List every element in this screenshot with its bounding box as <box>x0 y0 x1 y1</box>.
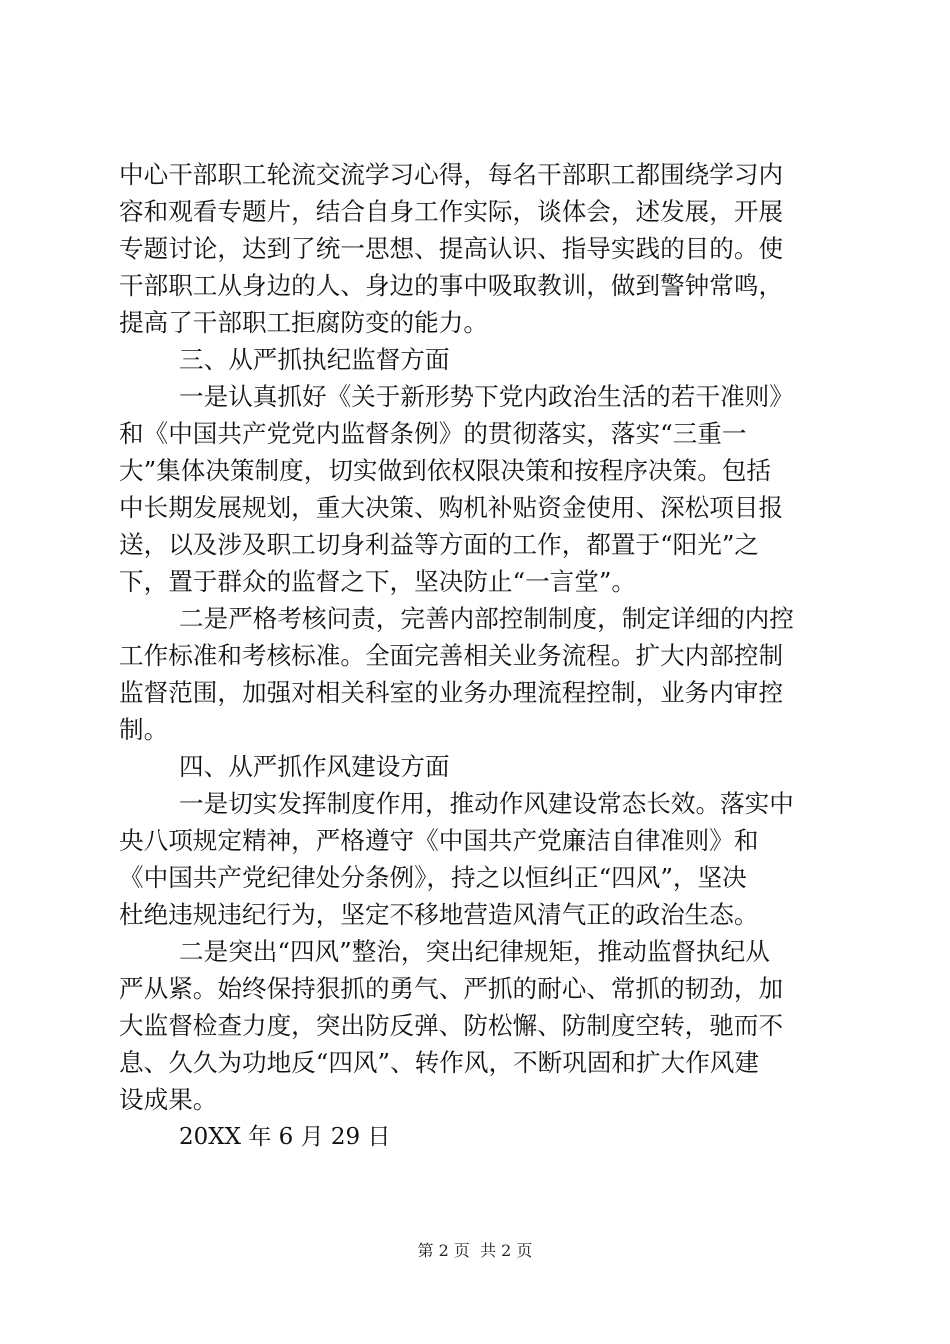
text-line: 息、久久为功地反“四风”、转作风，不断巩固和扩大作风建 <box>119 1048 759 1077</box>
text-line: 杜绝违规违纪行为，坚定不移地营造风清气正的政治生态。 <box>119 900 759 929</box>
text-line: 大”集体决策制度，切实做到依权限决策和按程序决策。包括 <box>119 456 772 485</box>
document-date: 20XX 年 6 月 29 日 <box>179 1124 391 1150</box>
text-line: 干部职工从身边的人、身边的事中吸取教训，做到警钟常鸣， <box>119 271 784 300</box>
section-heading: 四、从严抓作风建设方面 <box>179 752 450 781</box>
text-line: 中长期发展规划，重大决策、购机补贴资金使用、深松项目报 <box>119 493 784 522</box>
section-heading: 三、从严抓执纪监督方面 <box>179 345 450 374</box>
text-line: 容和观看专题片，结合自身工作实际，谈体会，述发展，开展 <box>119 197 784 226</box>
text-line: 送，以及涉及职工切身利益等方面的工作，都置于“阳光”之 <box>119 530 759 559</box>
text-line: 一是认真抓好《关于新形势下党内政治生活的若干准则》 <box>179 382 794 411</box>
text-line: 设成果。 <box>119 1085 218 1114</box>
text-line: 大监督检查力度，突出防反弹、防松懈、防制度空转，驰而不 <box>119 1011 784 1040</box>
text-line: 中心干部职工轮流交流学习心得，每名干部职工都围绕学习内 <box>119 160 784 189</box>
text-line: 下，置于群众的监督之下，坚决防止“一言堂”。 <box>119 567 637 596</box>
text-line: 央八项规定精神，严格遵守《中国共产党廉洁自律准则》和 <box>119 826 759 855</box>
text-line: 严从紧。始终保持狠抓的勇气、严抓的耐心、常抓的韧劲，加 <box>119 974 784 1003</box>
text-line: 《中国共产党纪律处分条例》，持之以恒纠正“四风”，坚决 <box>119 863 747 892</box>
text-line: 二是突出“四风”整治，突出纪律规矩，推动监督执纪从 <box>179 937 770 966</box>
text-line: 一是切实发挥制度作用，推动作风建设常态长效。落实中 <box>179 789 794 818</box>
page-footer: 第 2 页 共 2 页 <box>417 1241 533 1260</box>
text-line: 监督范围，加强对相关科室的业务办理流程控制，业务内审控 <box>119 678 784 707</box>
text-line: 专题讨论，达到了统一思想、提高认识、指导实践的目的。使 <box>119 234 784 263</box>
text-line: 工作标准和考核标准。全面完善相关业务流程。扩大内部控制 <box>119 641 784 670</box>
text-line: 和《中国共产党党内监督条例》的贯彻落实，落实“三重一 <box>119 419 747 448</box>
text-line: 二是严格考核问责，完善内部控制制度，制定详细的内控 <box>179 604 794 633</box>
text-line: 提高了干部职工拒腐防变的能力。 <box>119 308 488 337</box>
text-line: 制。 <box>119 715 169 744</box>
